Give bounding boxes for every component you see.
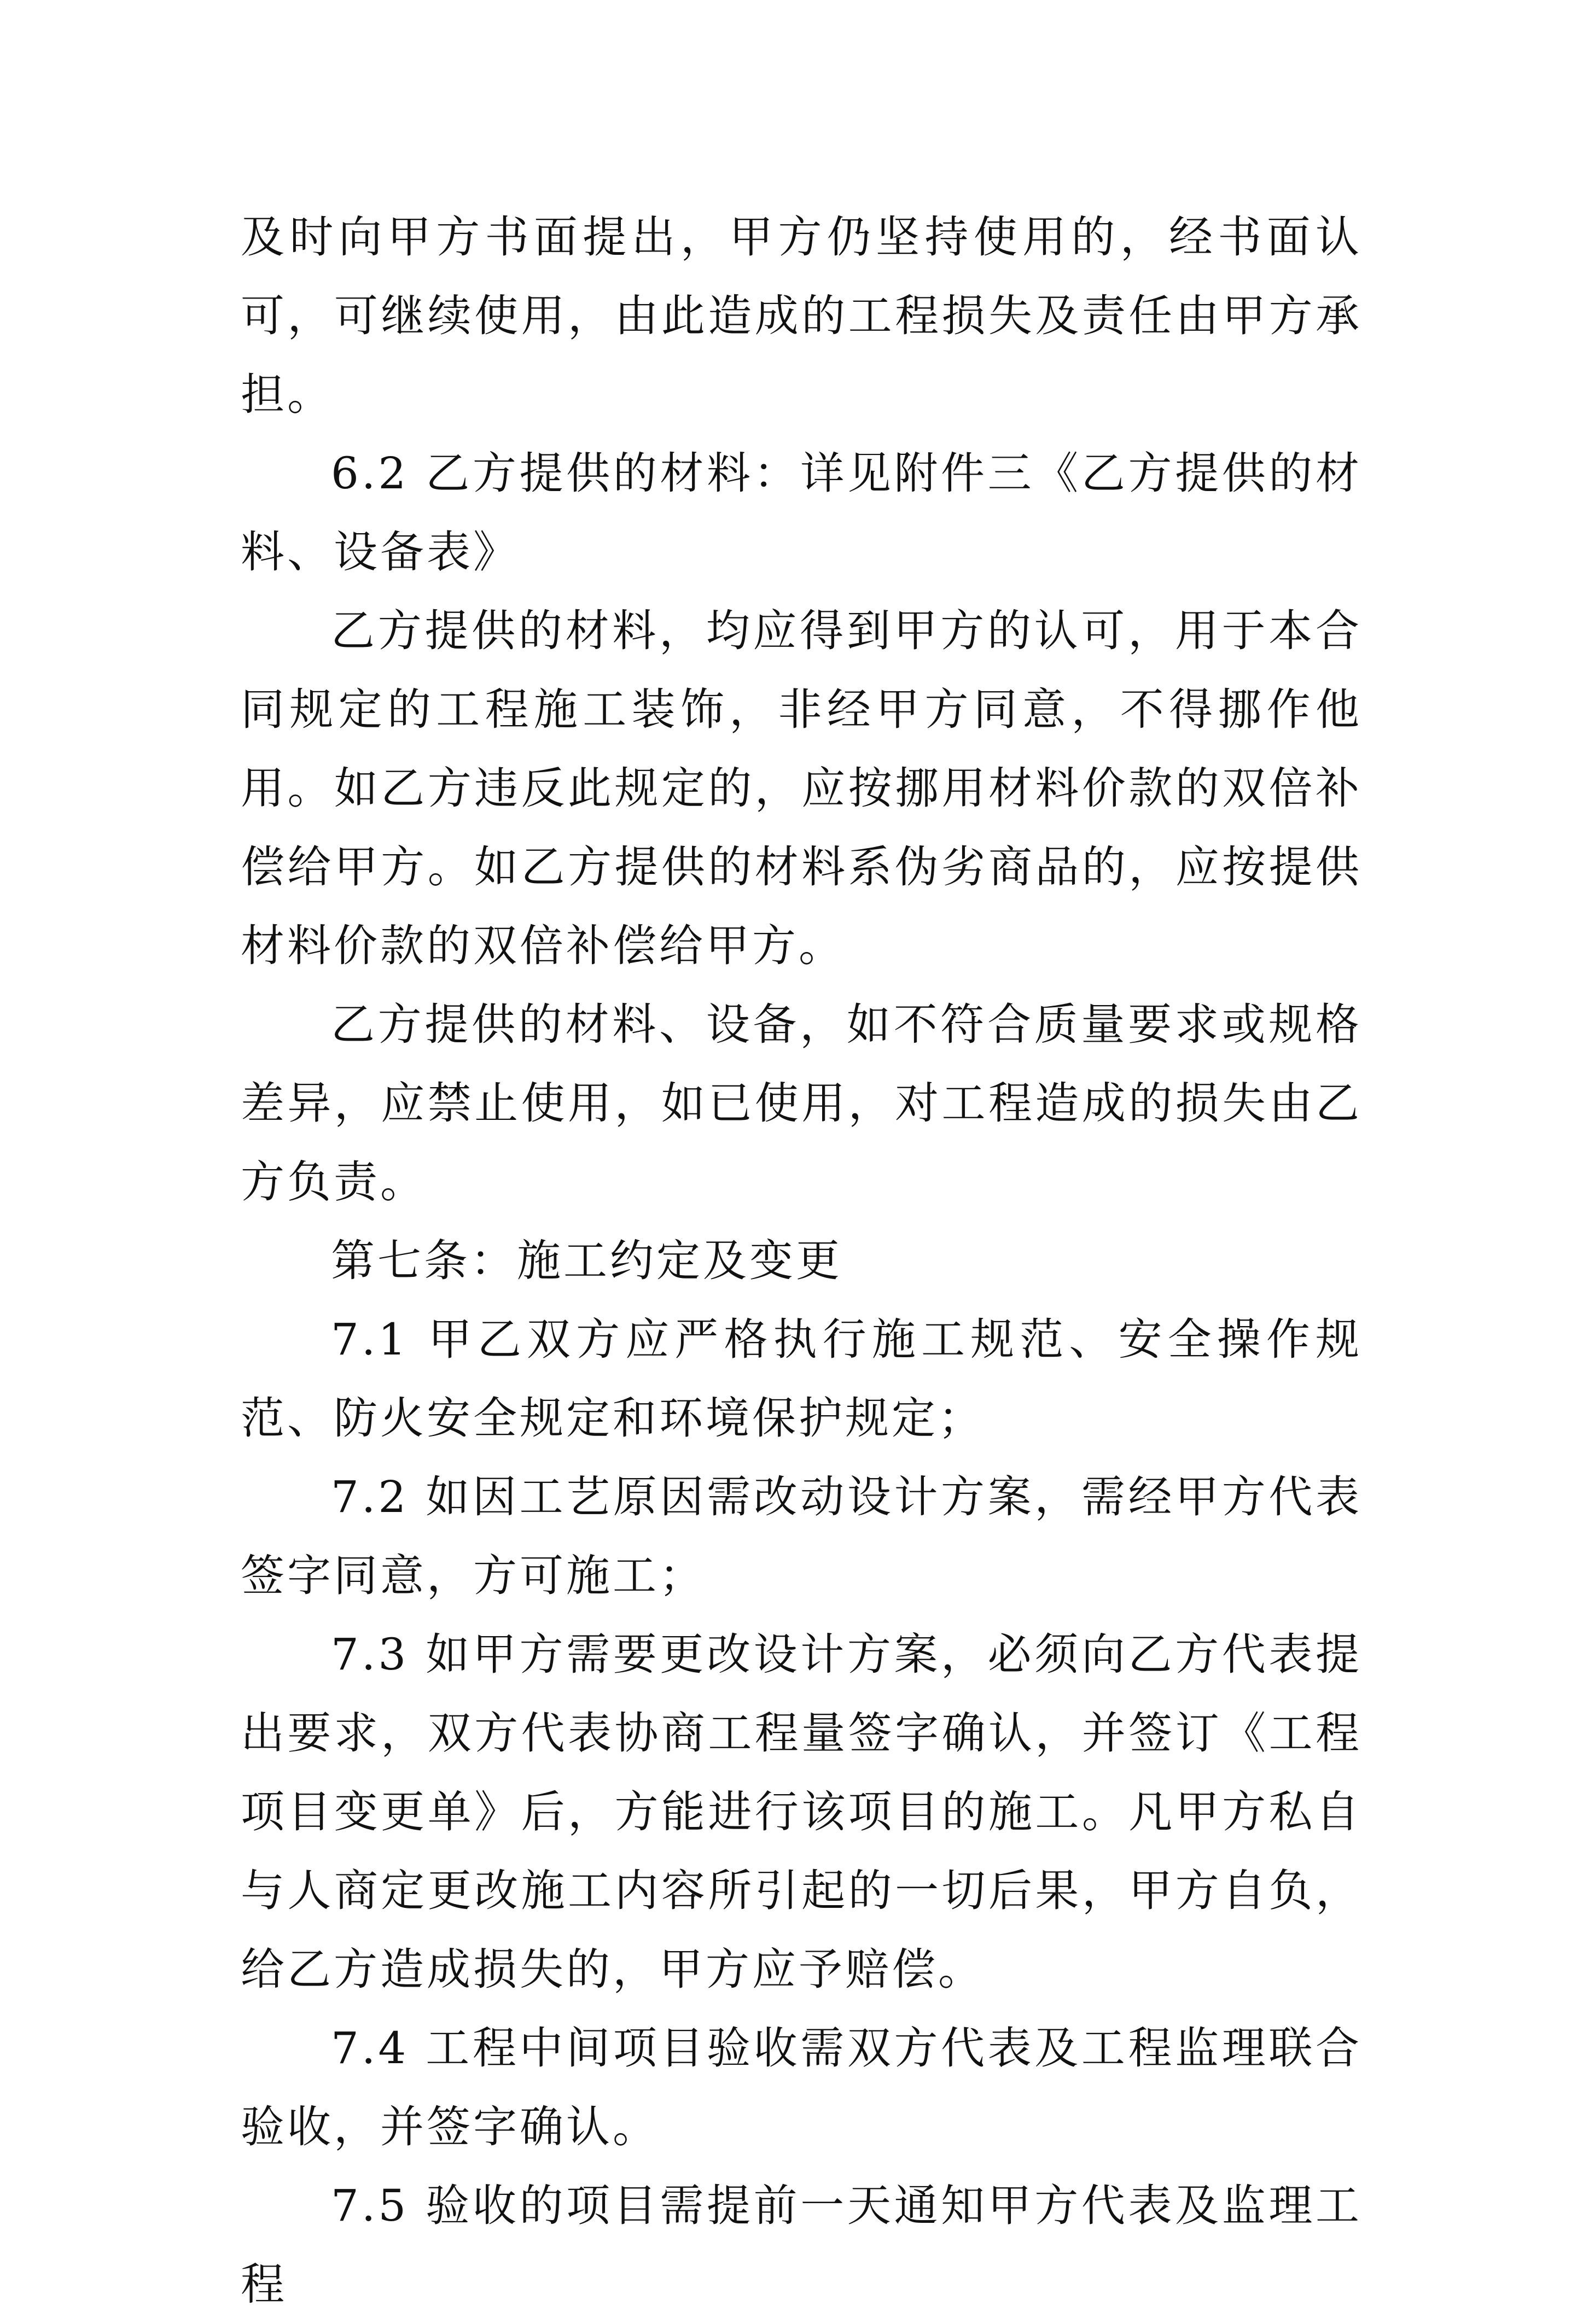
paragraph-clause-7-5: 7.5 验收的项目需提前一天通知甲方代表及监理工程 [241,2180,1362,2310]
paragraph-clause-7-1: 7.1 甲乙双方应严格执行施工规范、安全操作规范、防火安全规定和环境保护规定； [241,1314,1362,1444]
paragraph-materials-quality: 乙方提供的材料、设备，如不符合质量要求或规格差异，应禁止使用，如已使用，对工程造成的损失由乙方负责。 [241,999,1362,1207]
document-body [241,198,1362,2324]
paragraph-clause-6-2: 6.2 乙方提供的材料：详见附件三《乙方提供的材料、设备表》 [241,448,1362,577]
paragraph-materials-approval: 乙方提供的材料，均应得到甲方的认可，用于本合同规定的工程施工装饰，非经甲方同意，不得挪作他用。如乙方违反此规定的，应按挪用材料价款的双倍补偿给甲方。如乙方提供的材料系伪劣商品的，应按提供材料价款的双倍补偿给甲方。 [241,605,1362,971]
paragraph-clause-7-2: 7.2 如因工艺原因需改动设计方案，需经甲方代表签字同意，方可施工； [241,1472,1362,1601]
paragraph-continuation: 及时向甲方书面提出，甲方仍坚持使用的，经书面认可，可继续使用，由此造成的工程损失及责任由甲方承担。 [241,212,1362,420]
article-7-heading: 第七条：施工约定及变更 [331,1235,842,1286]
paragraph-clause-7-3: 7.3 如甲方需要更改设计方案，必须向乙方代表提出要求，双方代表协商工程量签字确认，并签订《工程项目变更单》后，方能进行该项目的施工。凡甲方私自与人商定更改施工内容所引起的一切后果，甲方自负，给乙方造成损失的，甲方应予赔偿。 [241,1629,1362,1995]
paragraph-clause-7-4: 7.4 工程中间项目验收需双方代表及工程监理联合验收，并签字确认。 [241,2023,1362,2152]
